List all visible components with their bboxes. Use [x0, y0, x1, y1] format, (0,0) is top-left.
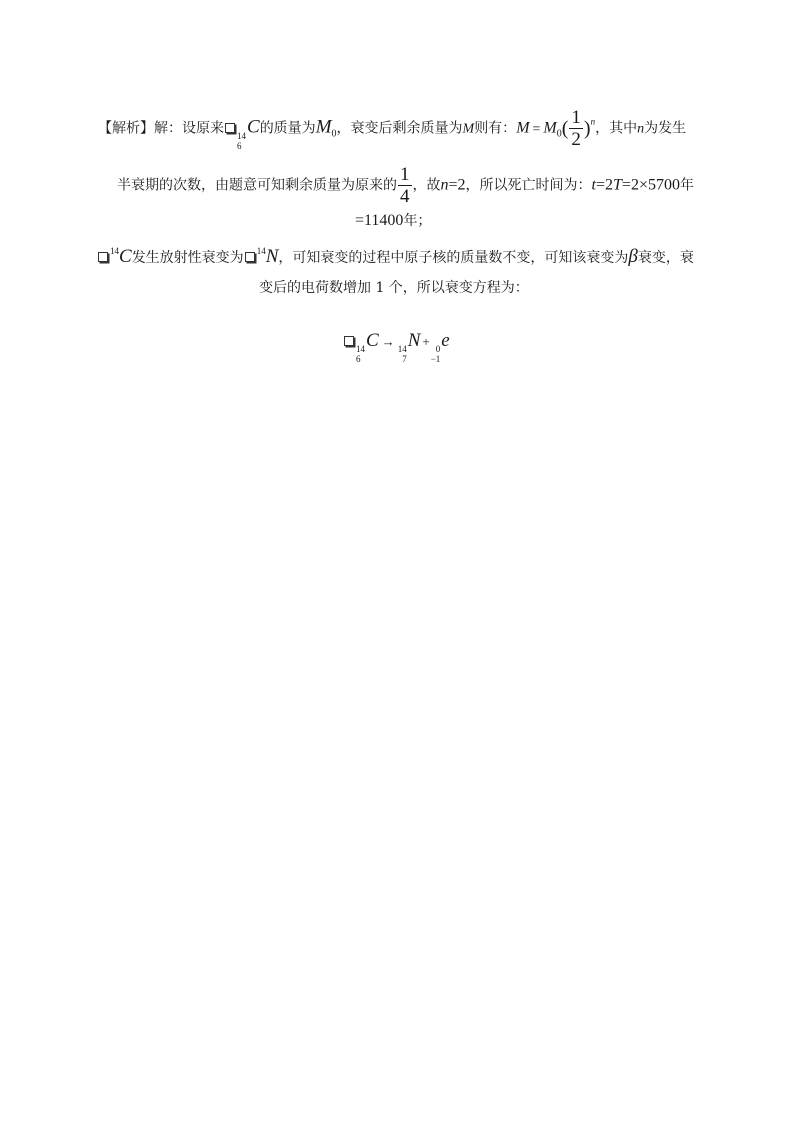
decay-equation: [343, 331, 450, 364]
text-segment: ，可知衰变的过程中原子核的质量数不变，可知该衰变为: [278, 250, 629, 266]
equation-m0: M: [543, 119, 557, 137]
electron-symbol: e: [441, 330, 450, 351]
electron-numbers: [431, 344, 441, 364]
fraction-denominator: 2: [571, 129, 581, 150]
reaction-arrow: →: [381, 334, 395, 349]
missing-glyph-box-icon: [344, 336, 354, 346]
text-segment: 衰变，衰: [637, 250, 694, 266]
text-segment: ，故: [412, 177, 441, 194]
n-symbol: n: [440, 176, 449, 194]
text-segment: 发生放射性衰变为: [131, 250, 244, 266]
carbon-symbol: C: [247, 116, 260, 138]
equation-part: =2×5700: [621, 176, 680, 194]
text-segment: ，其中: [595, 120, 638, 137]
equals-sign: =: [532, 121, 541, 137]
fraction-one-quarter: [398, 165, 412, 206]
equation-part: =2: [595, 176, 614, 194]
missing-glyph-box-icon: [245, 252, 255, 262]
atomic-number: 6: [237, 140, 242, 151]
n-value: =2: [448, 176, 466, 194]
result-value: =11400: [355, 212, 404, 229]
analysis-line-4: [97, 247, 694, 266]
t-symbol: t: [591, 176, 596, 194]
nitrogen-symbol: N: [265, 246, 279, 267]
fraction-one-half: [569, 108, 583, 149]
carbon-mass-number: 14: [110, 246, 119, 256]
analysis-line-1: [98, 108, 686, 151]
m0-symbol: M: [315, 116, 332, 138]
half-life-symbol: T: [613, 176, 622, 194]
n-symbol: n: [637, 121, 645, 137]
mass-number: 0: [435, 344, 441, 354]
result-unit: 年；: [403, 213, 432, 229]
plus-sign: +: [422, 334, 430, 349]
text-segment: 则有：: [474, 120, 517, 137]
exponent-n: n: [590, 116, 596, 127]
text-segment: 半衰期的次数，由题意可知剩余质量为原来的: [117, 177, 397, 194]
charge-number: −1: [430, 354, 441, 364]
missing-glyph-box-icon: [98, 252, 108, 262]
atomic-number: 6: [356, 354, 361, 364]
m-symbol: M: [462, 121, 475, 137]
nitrogen-symbol: N: [407, 330, 421, 351]
nuclide-n-numbers: [398, 344, 407, 364]
mass-number: 14: [356, 344, 365, 354]
analysis-line-5: [259, 281, 529, 295]
beta-symbol: β: [628, 246, 638, 267]
text-segment: 为发生: [644, 120, 687, 137]
analysis-line-3: [355, 213, 431, 229]
analysis-bracket-label: 【解析】: [98, 120, 154, 137]
text-segment: 变后的电荷数增加 1 个，所以衰变方程为：: [259, 280, 529, 296]
text-segment: 解：设原来: [154, 120, 224, 137]
text-segment: 的质量为: [259, 120, 316, 137]
analysis-line-2: [117, 165, 694, 206]
left-paren: (: [561, 117, 569, 140]
nuclide-c-numbers: [356, 344, 365, 364]
m0-subscript: 0: [331, 128, 337, 140]
missing-glyph-box-icon: [225, 123, 235, 133]
atomic-number: 7: [402, 354, 407, 364]
fraction-denominator: 4: [400, 186, 410, 207]
carbon-symbol: C: [119, 246, 132, 267]
mass-number: 14: [237, 130, 246, 141]
mass-number: 14: [397, 344, 407, 354]
equation-m: M: [516, 119, 530, 137]
text-segment: ，所以死亡时间为：: [465, 177, 592, 194]
nitrogen-mass-number: 14: [256, 246, 266, 256]
text-segment: 年: [679, 177, 694, 194]
text-segment: ，衰变后剩余质量为: [336, 120, 463, 137]
nuclide-c-numbers: [237, 131, 246, 151]
carbon-symbol: C: [366, 330, 379, 351]
equation-m0-subscript: 0: [556, 128, 562, 140]
right-paren: ): [583, 117, 591, 140]
fraction-numerator: 1: [571, 107, 581, 128]
fraction-numerator: 1: [400, 164, 410, 185]
